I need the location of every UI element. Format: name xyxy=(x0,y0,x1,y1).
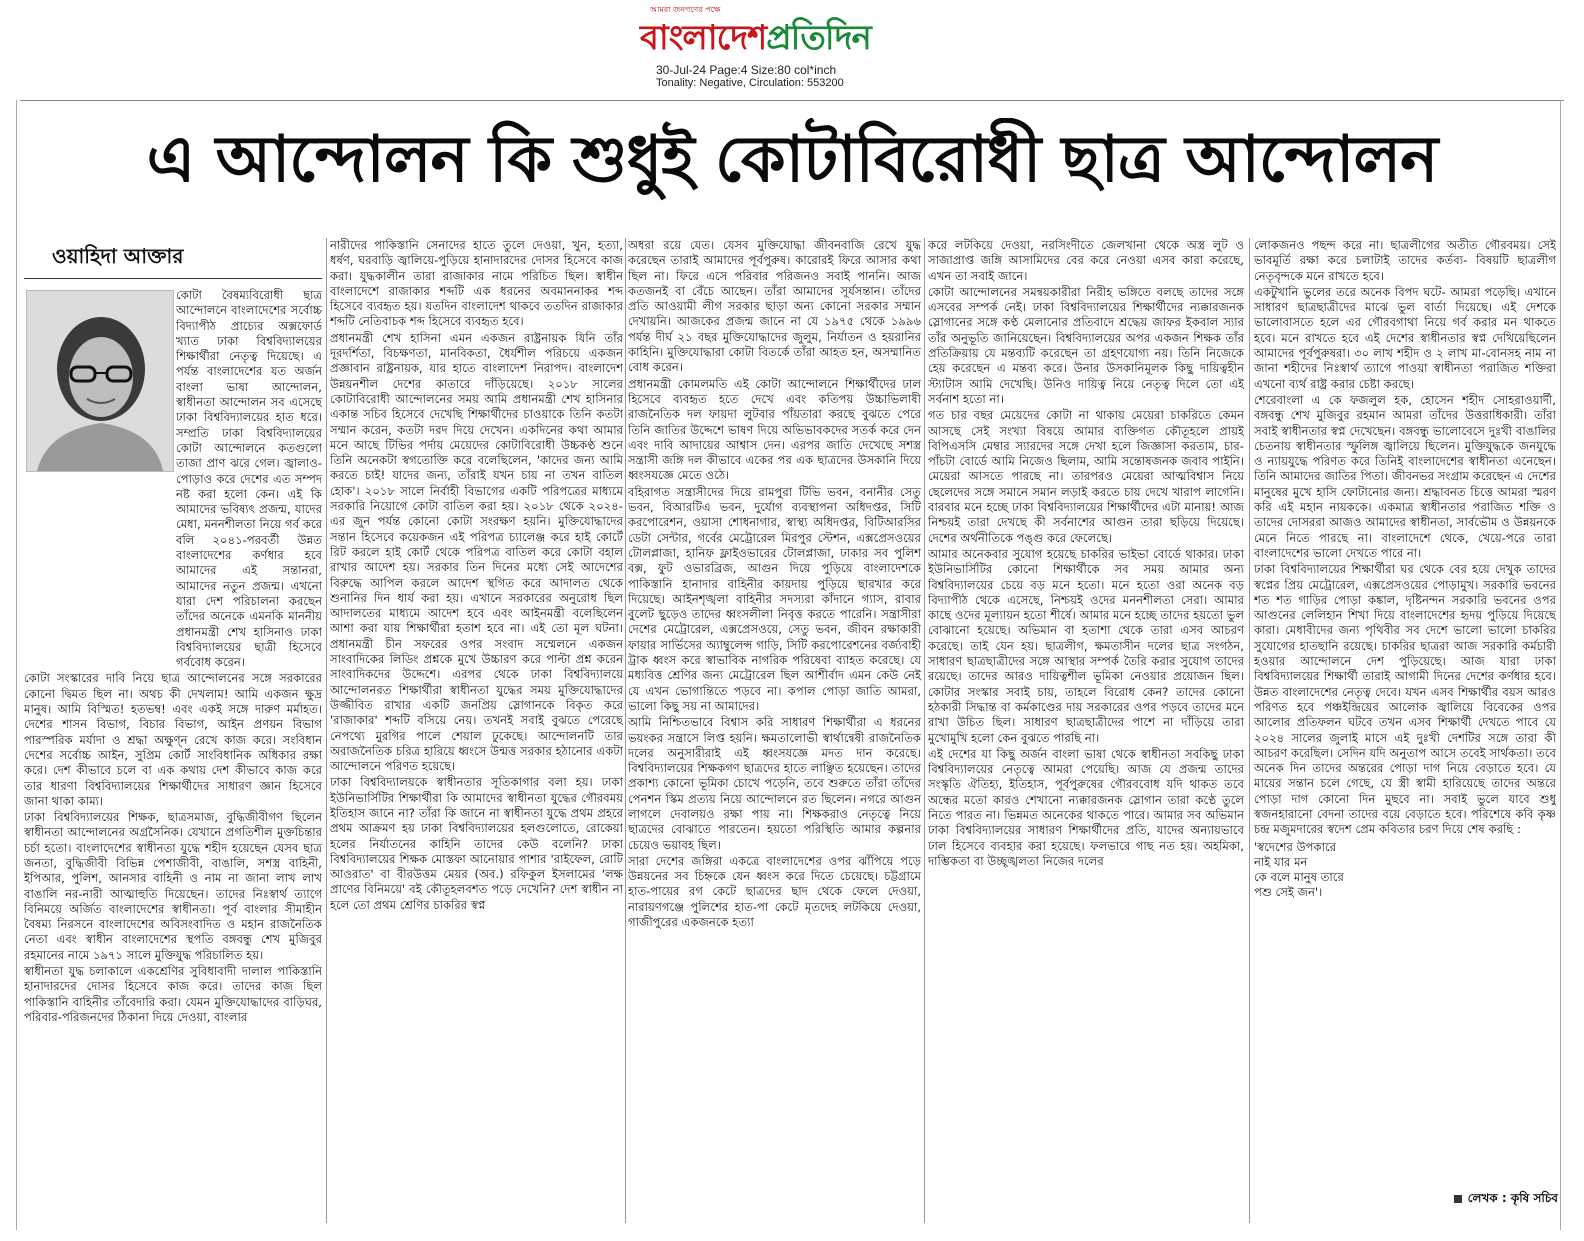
clipping-meta xyxy=(656,64,844,90)
column-divider xyxy=(326,238,327,1223)
paragraph: নারীদের পাকিস্তানি সেনাদের হাতে তুলে দেওয়া, খুন, হত্যা, ধর্ষণ, ঘরবাড়ি জ্বালিয়ে-পুড়িয়ে হানাদারদের দোসর হিসেবে কাজ করা। যুদ্ধকালীন তারা রাজাকার নামে পরিচিত ছিল। স্বাধীন বাংলাদেশে রাজাকার শব্দটি এক ধরনের অবমাননাকর শব্দ হিসেবে ব্যবহৃত হয়। যতদিন বাংলাদেশ থাকবে ততদিন রাজাকার শব্দটি নেতিবাচক শব্দ হিসেবে ব্যবহৃত হবে। xyxy=(330,238,623,329)
column-divider xyxy=(924,238,925,1223)
column-divider xyxy=(625,238,626,1223)
article-column-3 xyxy=(628,238,921,1228)
paragraph: কোটা বৈষম্যবিরোধী ছাত্র আন্দোলনে বাংলাদেশের সর্বোচ্চ বিদ্যাপীঠ প্রাচ্যের অক্সফোর্ড খ্যাত ঢাকা বিশ্ববিদ্যালয়ের শিক্ষার্থীরা নেতৃত্ব দিয়েছে। এ পর্যন্ত বাংলাদেশের যত অর্জন বাংলা ভাষা আন্দোলন, স্বাধীনতা আন্দোলন সব এসেছে ঢাকা বিশ্ববিদ্যালয়ের হাত ধরে। সম্প্রতি ঢাকা বিশ্ববিদ্যালয়ের কোটা আন্দোলনে কতগুলো তাজা প্রাণ ঝরে গেল। জ্বালাও-পোড়াও করে দেশের এত সম্পদ নষ্ট করা হলো কেন। এই কি আমাদের ভবিষ্যৎ প্রজন্ম, যাদের মেধা, মননশীলতা নিয়ে গর্ব করে বলি ২০৪১-পরবর্তী উন্নত বাংলাদেশের কর্ণধার হবে আমাদের এই সন্তানরা, আমাদের নতুন প্রজন্ম। এখনো যারা দেশ পরিচালনা করছেন তাঁদের অনেকে এমনকি মাননীয় প্রধানমন্ত্রী শেখ হাসিনাও ঢাকা বিশ্ববিদ্যালয়ের ছাত্রী হিসেবে গর্ববোধ করেন। xyxy=(176,288,322,670)
paragraph: এই দেশের যা কিছু অর্জন বাংলা ভাষা থেকে স্বাধীনতা সবকিছু ঢাকা বিশ্ববিদ্যালয়ের নেতৃত্বে আমরা পেয়েছি। আজ যে প্রজন্ম তাদের সংস্কৃতি ঐতিহ্য, ইতিহাস, পূর্বপুরুষের গৌরববোধ যদি থাকত তবে অন্ধের মতো কারও শেখানো ন্যক্কারজনক স্লোগান তারা কণ্ঠে তুলে নিতে পারত না। ভিন্নমত অনেকের থাকতে পারে। আমার সব অভিমান ঢাকা বিশ্ববিদ্যালয়ের সাধারণ শিক্ষার্থীদের প্রতি, যাদের অন্যায়ভাবে ঢাল হিসেবে ব্যবহার করা হয়েছে। ফলভারে গাছ নত হয়। অহমিকা, দাম্ভিকতা বা উচ্ছৃঙ্খলতা নিজের দলের xyxy=(928,746,1244,868)
article-headline: এ আন্দোলন কি শুধুই কোটাবিরোধী ছাত্র আন্দোলন xyxy=(146,123,1438,197)
signature-text: লেখক : কৃষি সচিব xyxy=(1467,1191,1558,1205)
meta-line-1: 30-Jul-24 Page:4 Size:80 col*inch xyxy=(656,63,837,77)
paragraph: কোটা সংস্কারের দাবি নিয়ে ছাত্র আন্দোলনের সঙ্গে সরকারের কোনো দ্বিমত ছিল না। অথচ কী দেখলাম! আমি একজন ক্ষুদ্র মানুষ। আমি বিস্মিত! হতভম্ব! এবং একই সঙ্গে দারুণ মর্মাহত। দেশের শাসন বিভাগ, বিচার বিভাগ, আইন প্রণয়ন বিভাগ পারস্পরিক মর্যাদা ও শ্রদ্ধা অক্ষুণ্ন রেখে কাজ করে। সংবিধান দেশের সর্বোচ্চ আইন, সুপ্রিম কোর্ট সাংবিধানিক অধিকার রক্ষা করে। দেশ কীভাবে চলে বা এক কথায় দেশ কীভাবে কাজ করে তার ধারণা বিশ্ববিদ্যালয়ের শিক্ষার্থীদের সাধারণ জ্ঞান হিসেবে জানা থাকা কাম্য। xyxy=(24,671,322,808)
article-column-4 xyxy=(928,238,1244,1228)
paragraph: শেরেবাংলা এ কে ফজলুল হক, হোসেন শহীদ সোহরাওয়ার্দী, বঙ্গবন্ধু শেখ মুজিবুর রহমান আমরা তাঁদের উত্তরাধিকারী। তাঁরা সবাই স্বাধীনতার স্বপ্ন দেখেছেন। বঙ্গবন্ধু ভালোবেসে দুঃখী বাঙালির চেতনায় স্বাধীনতার স্ফুলিঙ্গ জ্বালিয়ে ছিলেন। মুক্তিযুদ্ধকে জনযুদ্ধে ও ন্যায়যুদ্ধে পরিণত করে তিনিই বাংলাদেশের স্বাধীনতা এনেছেন। তিনি আমাদের জাতির পিতা। জীবনভর সংগ্রাম করেছেন এ দেশের মানুষের মুখে হাসি ফোটানোর জন্য। শ্রদ্ধাবনত চিত্তে আমরা স্মরণ করি এই মহান নায়ককে। একমাত্র স্বাধীনতার পরাজিত শক্তি ও তাদের দোসররা আজও আমাদের স্বাধীনতা, সার্বভৌম ও উন্নয়নকে মেনে নিতে পারছে না। বাংলাদেশে থেকে, খেয়ে-পরে তারা বাংলাদেশের ভালো দেখতে পারে না। xyxy=(1254,392,1556,560)
top-rule xyxy=(20,100,1564,101)
article-column-2 xyxy=(330,238,623,1228)
logo-part-2: প্রতিদিন xyxy=(766,18,871,58)
poem-line: কে বলে মানুষ তারে xyxy=(1254,870,1344,885)
paragraph: লোকজনও পছন্দ করে না। ছাত্রলীগের অতীত গৌরবময়। সেই ভাবমূর্তি রক্ষা করে চলাটাই তাদের কর্তব্য- বিষয়টি ছাত্রলীগ নেতৃবৃন্দকে মনে রাখতে হবে। xyxy=(1254,238,1556,283)
paragraph: স্বাধীনতা যুদ্ধ চলাকালে একশ্রেণির সুবিধাবাদী দালাল পাকিস্তানি হানাদারদের দোসর হিসেবে কাজ করে। তাদের কাজ ছিল পাকিস্তানি বাহিনীর তাঁবেদারি করা। যেমন মুক্তিযোদ্ধাদের বাড়িঘর, পরিবার-পরিজনদের ঠিকানা দিয়ে দেওয়া, বাংলার xyxy=(24,964,322,1024)
poem-line: নাই যার মন xyxy=(1254,854,1308,869)
column-divider xyxy=(1249,238,1250,1223)
author-byline: ওয়াহিদা আক্তার xyxy=(52,244,184,268)
paragraph: আমি নিশ্চিতভাবে বিশ্বাস করি সাধারণ শিক্ষার্থীরা এ ধরনের ভয়ংকর সন্ত্রাসে লিপ্ত হয়নি। ক্ষমতালোভী স্বার্থান্বেষী রাজনৈতিক দলের অনুসারীরাই এই ধ্বংসযজ্ঞে মদত দান করেছে। বিশ্ববিদ্যালয়ের শিক্ষকগণ ছাত্রদের হাতে লাঞ্ছিত হয়েছেন। তাদের প্রকাশ্য কোনো ভূমিকা চোখে পড়েনি, তবে শুরুতে তাঁরা তাঁদের পেনশন স্কিম প্রত্যয় নিয়ে আন্দোলনে রত ছিলেন। নগরে আগুন লাগলে দেবালয়ও রক্ষা পায় না। শিক্ষকরাও নেতৃত্বে নিয়ে ছাত্রদের বোঝাতে পারতেন। হয়তো পরিস্থিতি আমার কল্পনার চেয়েও ভয়াবহ ছিল। xyxy=(628,715,921,852)
logo-part-1: বাংলাদেশ xyxy=(640,18,767,58)
left-rule xyxy=(16,100,17,1230)
right-rule xyxy=(1560,100,1561,1230)
paragraph: করে লটকিয়ে দেওয়া, নরসিংদীতে জেলখানা থেকে অস্ত্র লুট ও সাজাপ্রাপ্ত জঙ্গি আসামিদের বের করে নেওয়া এসব কারা করেছে, এখন তা সবাই জানে। xyxy=(928,238,1244,283)
square-bullet-icon xyxy=(1454,1195,1462,1203)
paragraph: কোটা আন্দোলনের সমন্বয়কারীরা নিরীহ ভঙ্গিতে বলছে তাদের সঙ্গে এসবের সম্পর্ক নেই। ঢাকা বিশ্ববিদ্যালয়ের শিক্ষার্থীদের ন্যক্কারজনক স্লোগানের সঙ্গে কণ্ঠ মেলানোর প্রতিবাদে শ্রদ্ধেয় জাফর ইকবাল স্যার তাঁর অনুভূতি জানিয়েছেন। বিশ্ববিদ্যালয়ের অপর একজন শিক্ষক তাঁর প্রতিক্রিয়ায় যে মন্তব্যটি করেছেন তা গ্রহণযোগ্য নয়। তিনি নিজেকে হেয় করেছেন এ মন্তব্য করে। উনার উসকানিমূলক কিছু দায়িত্বহীন স্ট্যাটাস আমি দেখেছি। উনিও দায়িত্ব নিয়ে নেতৃত্ব দিলে তো এই সর্বনাশ হতো না। xyxy=(928,284,1244,406)
paragraph: প্রধানমন্ত্রী শেখ হাসিনা এমন একজন রাষ্ট্রনায়ক যিনি তাঁর দূরদর্শিতা, বিচক্ষণতা, মানবিকতা, ধৈর্যশীল পরিচয়ে একজন প্রজ্ঞাবান রাষ্ট্রনায়ক, যার হাতে বাংলাদেশ নিরাপদ। বাংলাদেশ উন্নয়নশীল দেশের কাতারে দাঁড়িয়েছে। ২০১৮ সালের কোটাবিরোধী আন্দোলনের সময় আমি প্রধানমন্ত্রী শেখ হাসিনার একান্ত সচিব হিসেবে দেখেছি শিক্ষার্থীদের চাওয়াকে তিনি কতটা সম্মান করেন, কতটা দরদ দিয়ে দেখেন। একদিনের কথা আমার মনে আছে টিভির পর্দায় মেয়েদের কোটাবিরোধী উচ্চকণ্ঠ শুনে তিনি অনেকটা স্বগতোক্তি করে বলেছিলেন, 'কাদের জন্য আমি করতে চাই! যাদের জন্য, তাঁরাই যখন চায় না তখন বাতিল হোক'। ২০১৮ সালে নির্বাহী বিভাগের একটি পরিপত্রের মাধ্যমে সরকারি নিয়োগে কোটা বাতিল করা হয়। ২০১৮ থেকে ২০২৪-এর জুন পর্যন্ত কোনো কোটা সংরক্ষণ হয়নি। মুক্তিযোদ্ধাদের সন্তান হিসেবে কয়েকজন এই পরিপত্র চ্যালেঞ্জ করে হাই কোর্টে রিট করলে হাই কোর্ট থেকে পরিপত্র বাতিল করে কোটা বহাল রাখার আদেশ হয়। সরকার তিন দিনের মধ্যে সেই আদেশের বিরুদ্ধে আপিল করলে আদেশ স্থগিত করে আদালত থেকে শুনানির দিন ধার্য করা হয়। এখানে সরকারের অনুরোধ ছিল আদালতের মাধ্যমে আদেশ হবে এবং আইনমন্ত্রী বলেছিলেন আশা করা যায় শিক্ষার্থীরা হতাশ হবে না। এই তো মূল ঘটনা। প্রধানমন্ত্রী চীন সফরের ওপর সংবাদ সম্মেলনে একজন সাংবাদিকের লিডিং প্রশ্নকে মুখে উচ্চারণ করে পাল্টা প্রশ্ন করেন সাংবাদিকদের উদ্দেশে। এরপর থেকে ঢাকা বিশ্ববিদ্যালয়ে আন্দোলনরত শিক্ষার্থীরা স্বাধীনতা যুদ্ধের সময় মুক্তিযোদ্ধাদের উজ্জীবিত রাখার একটি জনপ্রিয় স্লোগানকে বিকৃত করে 'রাজাকার' শব্দটি বসিয়ে নেয়। তখনই সবাই বুঝতে পেরেছে নেপথ্যে মুরগির পালে শেয়াল ঢুকেছে। আন্দোলনটি তার অরাজনৈতিক চরিত্র হারিয়ে ধ্বংসে উন্মত্ত সরকার হঠানোর একটা আন্দোলনে পরিণত হয়েছে। xyxy=(330,330,623,774)
poem-line: 'স্বদেশের উপকারে xyxy=(1254,839,1336,854)
newspaper-logo xyxy=(640,12,960,58)
paragraph: গত চার বছর মেয়েদের কোটা না থাকায় মেয়েরা চাকরিতে কেমন আসছে সেই সংখ্যা বিষয়ে আমার ব্যক্তিগত কৌতূহলে প্রায়ই বিপিএসসি মেম্বার স্যারদের সঙ্গে দেখা হলে জিজ্ঞাসা করতাম, চার-পাঁচটা বোর্ডে আমি নিজেও ছিলাম, আমি সন্তোষজনক জবাব পাইনি। মেয়েরা আসতে পারছে না। তারপরও মেয়েরা আত্মবিশ্বাস নিয়ে ছেলেদের সঙ্গে সমানে সমান লড়াই করতে চায় দেখে খারাপ লাগেনি। বারবার মনে হচ্ছে ঢাকা বিশ্ববিদ্যালয়ের শিক্ষার্থীদের এটা মানায়! আজ নিশ্চয়ই তারা দেখছে কী সর্বনাশের আগুন তারা ছড়িয়ে দিয়েছে। দেশের অর্থনীতিকে পঙ্গু করে ফেলেছে। xyxy=(928,408,1244,545)
paragraph: ঢাকা বিশ্ববিদ্যালয়কে স্বাধীনতার সূতিকাগার বলা হয়। ঢাকা ইউনিভার্সিটির শিক্ষার্থীরা কি আমাদের স্বাধীনতা যুদ্ধের গৌরবময় ইতিহাস জানে না? তাঁরা কি জানে না স্বাধীনতা যুদ্ধে প্রথম প্রহরে প্রথম আক্রমণ হয় ঢাকা বিশ্ববিদ্যালয়ের হলগুলোতে, রোকেয়া হলের নির্যাতনের কাহিনি তাদের কেউ বলেনি? ঢাকা বিশ্ববিদ্যালয়ের শিক্ষক মোস্তফা আনোয়ার পাশার 'রাইফেল, রোটি আওরাত' বা বীরউত্তম মেয়র (অব.) রফিকুল ইসলামের 'লক্ষ প্রাণের বিনিময়ে' বই কৌতূহলবশত পড়ে দেখেনি? দেশ স্বাধীন না হলে তো প্রথম শ্রেণির চাকরির স্বপ্ন xyxy=(330,775,623,912)
article-column-5 xyxy=(1254,238,1556,1228)
poem-quote xyxy=(1254,840,1556,901)
paragraph: প্রধানমন্ত্রী কোমলমতি এই কোটা আন্দোলনে শিক্ষার্থীদের ঢাল হিসেবে ব্যবহৃত হতে দেখে এবং কতিপয় উচ্চাভিলাষী রাজনৈতিক দল ফায়দা লুটবার পাঁয়তারা করছে বুঝতে পেরে তিনি জাতির উদ্দেশে ভাষণ দিয়ে অভিভাবকদের সতর্ক করে দেন এবং দাবি আদায়ের আশ্বাস দেন। এরপর জাতি দেখেছে সশস্ত্র সন্ত্রাসী জঙ্গি দল কীভাবে একের পর এক ছাত্রদের উসকানি দিয়ে ধ্বংসযজ্ঞে মেতে ওঠে। xyxy=(628,376,921,483)
paragraph: সারা দেশের জঙ্গিরা একত্রে বাংলাদেশের ওপর ঝাঁপিয়ে পড়ে উন্নয়নের সব চিহ্নকে যেন ধ্বংস করে দিতে চেয়েছে। চট্টগ্রামে হাত-পায়ের রগ কেটে ছাত্রদের ছাদ থেকে ফেলে দেওয়া, নারায়ণগঞ্জে পুলিশের হাত-পা কেটে মৃতদেহ লটকিয়ে দেওয়া, গাজীপুরের একজনকে হত্যা xyxy=(628,853,921,930)
masthead-tagline: আমরা জনগণের পক্ষে xyxy=(650,5,721,14)
masthead xyxy=(0,0,1584,100)
author-signature xyxy=(1454,1190,1558,1210)
article-column-1 xyxy=(24,238,322,1228)
paragraph: আমার অনেকবার সুযোগ হয়েছে চাকরির ভাইভা বোর্ডে থাকার। ঢাকা ইউনিভার্সিটির কোনো শিক্ষার্থীকে সব সময় আমার অন্য বিশ্ববিদ্যালয়ের চেয়ে বড় মনে হতো। মনে হতো ওরা অনেক বড় বিদ্যাপীঠ থেকে এসেছে, নিশ্চয়ই ওদের মননশীলতা সেরা। আমার কাছে ওদের মূল্যায়ন হতো শীর্ষে। আমার মনে হচ্ছে তাদের হয়তো ভুল বোঝানো হয়েছে। অভিমান বা হতাশা থেকে তারা এসব আচরণ করেছে। তাই যেন হয়। ছাত্রলীগ, ক্ষমতাসীন দলের ছাত্র সংগঠন, সাধারণ ছাত্রছাত্রীদের সঙ্গে আস্থার সম্পর্ক তৈরি করার সুযোগ তাদের রয়েছে। তাদের আরও দায়িত্বশীল ভূমিকা নেওয়ার প্রয়োজন ছিল। কোটার সংস্কার সবাই চায়, তাহলে বিরোধ কেন? তাদের কোনো হঠকারী সিদ্ধান্ত বা কর্মকাণ্ডের দায় সরকারের ওপর পড়বে তাদের মনে রাখা উচিত ছিল। সাধারণ ছাত্রছাত্রীদের পাশে না দাঁড়িয়ে তারা মুখোমুখি হলো কেন বুঝতে পারছি না। xyxy=(928,546,1244,745)
paragraph: ঢাকা বিশ্ববিদ্যালয়ের শিক্ষার্থীরা ঘর থেকে বের হয়ে দেখুক তাদের স্বপ্নের প্রিয় মেট্রোরেল, এক্সপ্রেসওয়ের পোড়ামুখ। সরকারি ভবনের শত শত গাড়ির পোড়া কঙ্কাল, দৃষ্টিনন্দন সরকারি ভবনের ওপর আগুনের লেলিহান শিখা দিয়ে বাংলাদেশের হৃদয় পুড়িয়ে দিয়েছে কারা। মেধাবীদের জন্য পৃথিবীর সব দেশে ভালো ভালো চাকরির সুযোগের হাতছানি রয়েছে। চাকরির ছাত্ররা আজ সরকারি কর্মচারী হওয়ার আন্দোলনে দেশ পুড়িয়েছে। আজ যারা ঢাকা বিশ্ববিদ্যালয়ের শিক্ষার্থী তারাই আগামী দিনের দেশের কর্ণধার হবে। উন্নত বাংলাদেশের নেতৃত্ব দেবে। যখন এসব শিক্ষার্থীর বয়স আরও পরিণত হবে পঞ্চইন্দ্রিয়ের আলোক জ্বালিয়ে বিবেকের ওপর আলোর প্রতিফলন ঘটবে তখন এসব শিক্ষার্থী দেখতে পাবে যে ২০২৪ সালের জুলাই মাসে এই দুঃখী দেশটির সঙ্গে তারা কী আচরণ করেছিল। সেদিন যদি অনুতাপ আসে তবেই সার্থকতা। তবে অনেক দিন তাদের অন্তরের পোড়া দাগ নিয়ে বেড়াতে হবে। যে মায়ের সন্তান চলে গেছে, যে স্ত্রী স্বামী হারিয়েছে তাদের অন্তরে পোড়া দাগ কোনো দিন মুছবে না। সবাই ভুলে যাবে শুধু স্বজনহারানো বেদনা তাদের বয়ে বেড়াতে হবে। পরিশেষে কবি কৃষ্ণ চন্দ্র মজুমদারের স্বদেশ প্রেম কবিতার চরণ দিয়ে শেষ করছি : xyxy=(1254,562,1556,837)
paragraph: ঢাকা বিশ্ববিদ্যালয়ের শিক্ষক, ছাত্রসমাজ, বুদ্ধিজীবীগণ ছিলেন স্বাধীনতা আন্দোলনের অগ্রসৈনিক। যেখানে প্রগতিশীল মুক্তচিন্তার চর্চা হতো। বাংলাদেশের স্বাধীনতা যুদ্ধে শহীদ হয়েছেন যেসব ছাত্র জনতা, বুদ্ধিজীবী বিভিন্ন পেশাজীবী, বাঙালি, সশস্ত্র বাহিনী, ইপিআর, পুলিশ, আনসার বাহিনী ও নাম না জানা লাখ লাখ বাঙালি নর-নারী আত্মাহুতি দিয়েছেন। তাদের নিঃস্বার্থ ত্যাগে বিনিময়ে অর্জিত বাংলাদেশের স্বাধীনতা। পূর্ব বাংলার সীমাহীন বৈষম্য নিরসনে বাংলাদেশের অবিসংবাদিত ও মহান রাজনৈতিক নেতা এবং স্বাধীন বাংলাদেশের স্থপতি বঙ্গবন্ধু শেখ মুজিবুর রহমানের নামে ১৯৭১ সালে মুক্তিযুদ্ধ পরিচালিত হয়। xyxy=(24,810,322,962)
paragraph: একটুখানি ভুলের তরে অনেক বিপদ ঘটে- আমরা পড়েছি। এখানে সাধারণ ছাত্রছাত্রীদের মাঝে ভুল বার্তা দিয়েছে। এই দেশকে ভালোবাসতে হলে এর গৌরবগাথা নিয়ে গর্ব করার মন থাকতে হবে। মনে রাখতে হবে এই দেশের স্বাধীনতার স্বপ্ন দেখিয়েছিলেন আমাদের পূর্বপুরুষরা। ৩০ লাখ শহীদ ও ২ লাখ মা-বোনসহ নাম না জানা শহীদের নিঃস্বার্থ ত্যাগে পাওয়া স্বাধীনতা পরাজিত শক্তিরা এখনো ব্যর্থ রাষ্ট্র করার চেষ্টা করছে। xyxy=(1254,284,1556,391)
paragraph: বহিরাগত সন্ত্রাসীদের দিয়ে রামপুরা টিভি ভবন, বনানীর সেতু ভবন, বিআরটিএ ভবন, দুর্যোগ ব্যবস্থাপনা অধিদপ্তর, সিটি করপোরেশন, ওয়াসা শোধনাগার, স্বাস্থ্য অধিদপ্তর, বিটিআরসির ডেটা সেন্টার, গর্বের মেট্রোরেল মিরপুর স্টেশন, এক্সপ্রেসওয়ের টোলপ্লাজা, হানিফ ফ্লাইওভারের টোলপ্লাজা, ঢাকার সব পুলিশ বক্স, ফুট ওভারব্রিজ, আগুন দিয়ে পুড়িয়ে বাংলাদেশকে পাকিস্তানি হানাদার বাহিনীর কায়দায় পুড়িয়ে ছারখার করে দিয়েছে। আইনশৃঙ্খলা বাহিনীর সদস্যরা কাঁদানে গ্যাস, রাবার বুলেট ছুড়েও তাদের ধ্বংসলীলা নিবৃত্ত করতে পারেনি। সন্ত্রাসীরা দেশের মেট্রোরেল, এক্সপ্রেসওয়ে, সেতু ভবন, জীবন রক্ষাকারী ফায়ার সার্ভিসের অ্যাম্বুলেন্স গাড়ি, সিটি করপোরেশনের বর্জ্যবাহী ট্রাক ধ্বংস করে স্বাভাবিক নাগরিক পরিষেবা ব্যাহত করেছে। যে মধ্যবিত্ত শ্রেণির জন্য মেট্রোরেল ছিল আশীর্বাদ এমন কেউ নেই যে এখন ভোগান্তিতে পড়বে না। কপাল পোড়া জাতি আমরা, ভালো কিছু সয় না আমাদের। xyxy=(628,484,921,713)
paragraph: অধরা রয়ে যেত। যেসব মুক্তিযোদ্ধা জীবনবাজি রেখে যুদ্ধ করেছেন তারাই আমাদের পূর্বপুরুষ। কারোরই ফিরে আসার কথা ছিল না। ফিরে এসে পরিবার পরিজনও সবাই পাননি। আজ কতজনই বা বেঁচে আছেন। তাঁরা আমাদের সূর্যসন্তান। তাঁদের প্রতি আওয়ামী লীগ সরকার ছাড়া অন্য কোনো সরকার সম্মান দেখায়নি। আজকের প্রজন্ম জানে না যে ১৯৭৫ থেকে ১৯৯৬ পর্যন্ত দীর্ঘ ২১ বছর মুক্তিযোদ্ধাদের জুলুম, নির্যাতন ও হয়রানির কাহিনি। মুক্তিযোদ্ধারা কোটা বিতর্কে তাঁরা আহত হন, অসম্মানিত বোধ করেন। xyxy=(628,238,921,375)
meta-line-2: Tonality: Negative, Circulation: 553200 xyxy=(656,77,844,89)
poem-line: পশু সেই জন'। xyxy=(1254,885,1323,900)
